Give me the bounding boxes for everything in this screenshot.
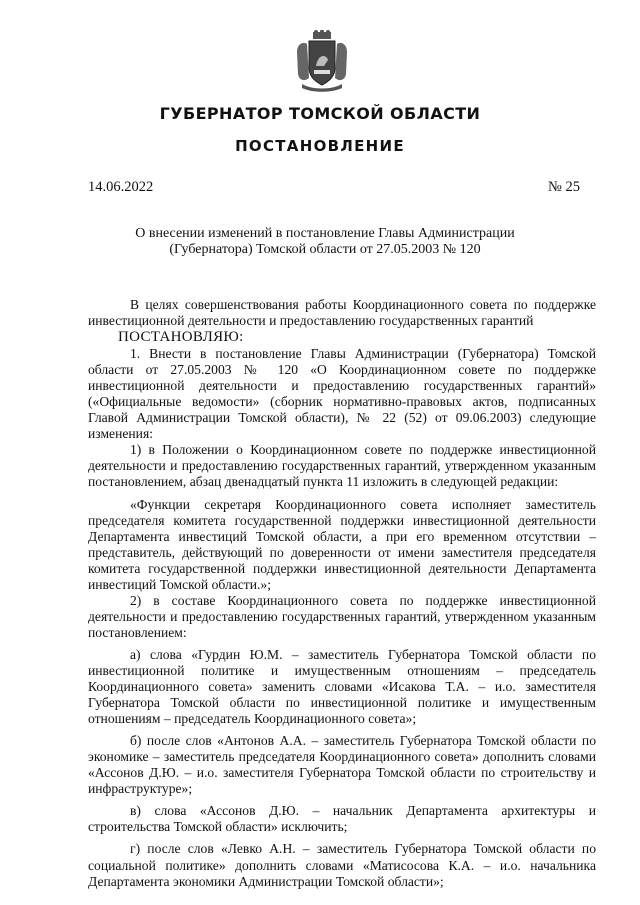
governor-title: ГУБЕРНАТОР ТОМСКОЙ ОБЛАСТИ bbox=[159, 104, 481, 123]
document-type: ПОСТАНОВЛЕНИЕ bbox=[235, 137, 405, 155]
document-number: № 25 bbox=[548, 179, 580, 195]
subclause-a: а) слова «Гурдин Ю.М. – заместитель Губернатора Томской области по инвестиционной политике и имущественным отношениям – председатель Координационного совета» заменить словами «Исакова Т.А. – и.о. заместителя Губернатора Томской области по инвестиционной политике и имущественным отношениям – председатель Координационного совета»; bbox=[88, 646, 596, 727]
document-date: 14.06.2022 bbox=[88, 179, 154, 195]
coat-of-arms-emblem bbox=[294, 30, 350, 92]
quoted-text: «Функции секретаря Координационного совета исполняет заместитель председателя комитета государственной поддержки инвестиционной деятельности Департамента инвестиций Томской области, а при его временном отсутствии – представитель, действующий по доверенности от имени заместителя председателя комитета государственной поддержки инвестиционной деятельности Департамента инвестиций Томской области.»; bbox=[88, 496, 596, 592]
clause-1-2: 2) в составе Координационного совета по поддержке инвестиционной деятельности и предоставлению государственных гарантий, утвержденном указанным постановлением: bbox=[88, 592, 596, 640]
decree-word: ПОСТАНОВЛЯЮ: bbox=[118, 329, 244, 346]
subclause-v: в) слова «Ассонов Д.Ю. – начальник Департамента архитектуры и строительства Томской области» исключить; bbox=[88, 803, 596, 835]
emblem-right-supporter bbox=[335, 43, 347, 80]
subclause-g: г) после слов «Левко А.Н. – заместитель Губернатора Томской области по социальной политике» дополнить словами «Матисосова К.А. – и.о. начальника Департамента экономики Администрации Томской области»; bbox=[88, 841, 596, 889]
document-body bbox=[88, 297, 596, 890]
preamble-paragraph: В целях совершенствования работы Координационного совета по поддержке инвестиционной деятельности и предоставлению государственных гарантий bbox=[88, 297, 596, 329]
document-subject: О внесении изменений в постановление Главы Администрации (Губернатора) Томской области от 27.05.2003 № 120 bbox=[135, 226, 515, 257]
clause-1: 1. Внести в постановление Главы Администрации (Губернатора) Томской области от 27.05.2003 № 120 «О Координационном совете по поддержке инвестиционной деятельности и предоставлению государственных гарантий» («Официальные ведомости» (сборник нормативно-правовых актов, подписанных Главой Администрации Томской области), № 22 (52) от 09.06.2003) следующие изменения: bbox=[88, 346, 596, 442]
emblem-left-supporter bbox=[297, 43, 309, 80]
subclause-b: б) после слов «Антонов А.А. – заместитель Губернатора Томской области по экономике – заместитель председателя Координационного совета» дополнить словами «Ассонов Д.Ю. – и.о. заместителя Губернатора Томской области по строительству и инфраструктуре»; bbox=[88, 733, 596, 797]
clause-1-1: 1) в Положении о Координационном совете по поддержке инвестиционной деятельности и предоставлению государственных гарантий, утвержденном указанным постановлением, абзац двенадцатый пункта 11 изложить в следующей редакции: bbox=[88, 442, 596, 490]
